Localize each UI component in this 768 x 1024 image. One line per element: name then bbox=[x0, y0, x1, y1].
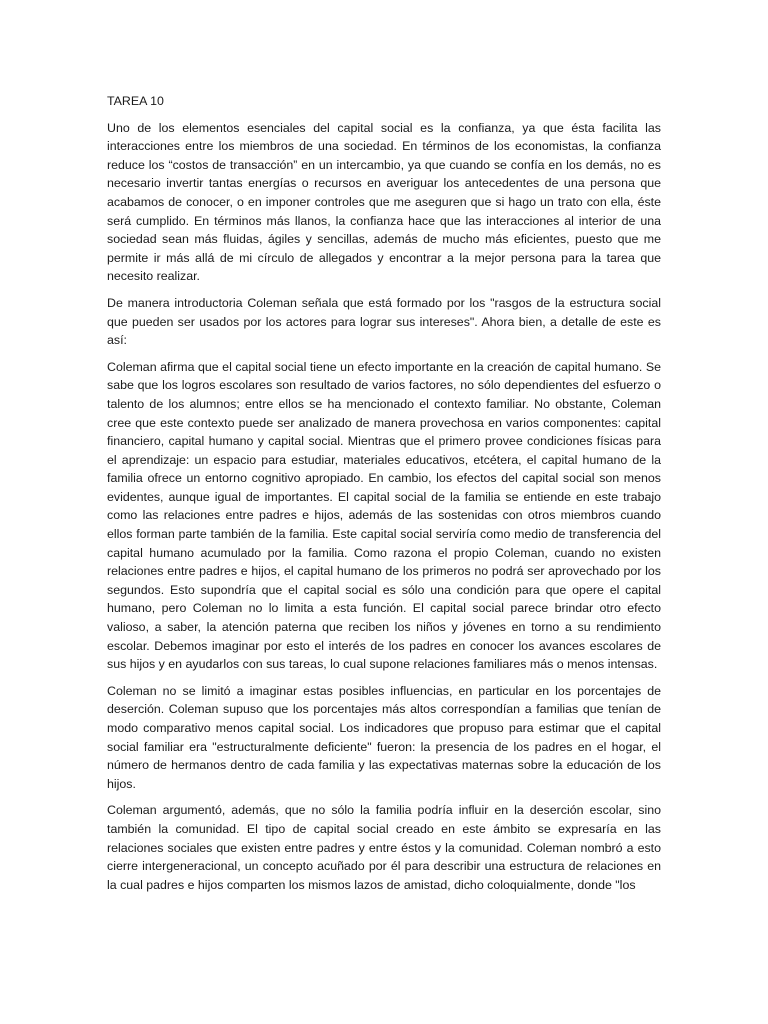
paragraph-confianza: Uno de los elementos esenciales del capital social es la confianza, ya que ésta facilita las interacciones entre los miembros de una sociedad. En términos de los economistas, la confianza reduce los “costos de transacción” en un intercambio, ya que cuando se confía en los demás, no es necesario invertir tantas energías o recursos en averiguar los antecedentes de una persona que acabamos de conocer, o en imponer controles que me aseguren que si hago un trato con ella, éste será cumplido. En términos más llanos, la confianza hace que las interacciones al interior de una sociedad sean más fluidas, ágiles y sencillas, además de mucho más eficientes, puesto que me permite ir más allá de mi círculo de allegados y encontrar a la mejor persona para la tarea que necesito realizar. bbox=[107, 120, 661, 284]
paragraph-capital-humano: Coleman afirma que el capital social tiene un efecto importante en la creación de capital humano. Se sabe que los logros escolares son resultado de varios factores, no sólo dependientes del esfuerzo o talento de los alumnos; entre ellos se ha mencionado el contexto familiar. No obstante, Coleman cree que este contexto puede ser analizado de manera provechosa en varios componentes: capital financiero, capital humano y capital social. Mientras que el primero provee condiciones físicas para el aprendizaje: un espacio para estudiar, materiales educativos, etcétera, el capital humano de la familia ofrece un entorno cognitivo apropiado. En cambio, los efectos del capital social son menos evidentes, aunque igual de importantes. El capital social de la familia se entiende en este trabajo como las relaciones entre padres e hijos, además de las sostenidas con otros miembros cuando ellos forman parte también de la familia. Este capital social serviría como medio de transferencia del capital humano acumulado por la familia. Como razona el propio Coleman, cuando no existen relaciones entre padres e hijos, el capital humano de los primeros no podrá ser aprovechado por los segundos. Esto supondría que el capital social es sólo una condición para que opere el capital humano, pero Coleman no lo limita a esta función. El capital social parece brindar otro efecto valioso, a saber, la atención paterna que reciben los niños y jóvenes en torno a su rendimiento escolar. Debemos imaginar por esto el interés de los padres en conocer los avances escolares de sus hijos y en ayudarlos con sus tareas, lo cual supone relaciones familiares más o menos intensas. bbox=[107, 359, 661, 672]
paragraph-comunidad: Coleman argumentó, además, que no sólo la familia podría influir en la deserción escolar, sino también la comunidad. El tipo de capital social creado en este ámbito se expresaría en las relaciones sociales que existen entre padres y entre éstos y la comunidad. Coleman nombró a esto cierre intergeneracional, un concepto acuñado por él para describir una estructura de relaciones en la cual padres e hijos comparten los mismos lazos de amistad, dicho coloquialmente, donde "los bbox=[107, 803, 661, 892]
paragraph-introductoria: De manera introductoria Coleman señala que está formado por los "rasgos de la estructura social que pueden ser usados por los actores para lograr sus intereses". Ahora bien, a detalle de este es así: bbox=[107, 295, 661, 348]
paragraph-desercion: Coleman no se limitó a imaginar estas posibles influencias, en particular en los porcentajes de deserción. Coleman supuso que los porcentajes más altos correspondían a familias que tenían de modo comparativo menos capital social. Los indicadores que propuso para estimar que el capital social familiar era "estructuralmente deficiente" fueron: la presencia de los padres en el hogar, el número de hermanos dentro de cada familia y las expectativas maternas sobre la educación de los hijos. bbox=[107, 683, 661, 791]
document-title: TAREA 10 bbox=[107, 94, 164, 108]
document-page bbox=[107, 92, 661, 902]
